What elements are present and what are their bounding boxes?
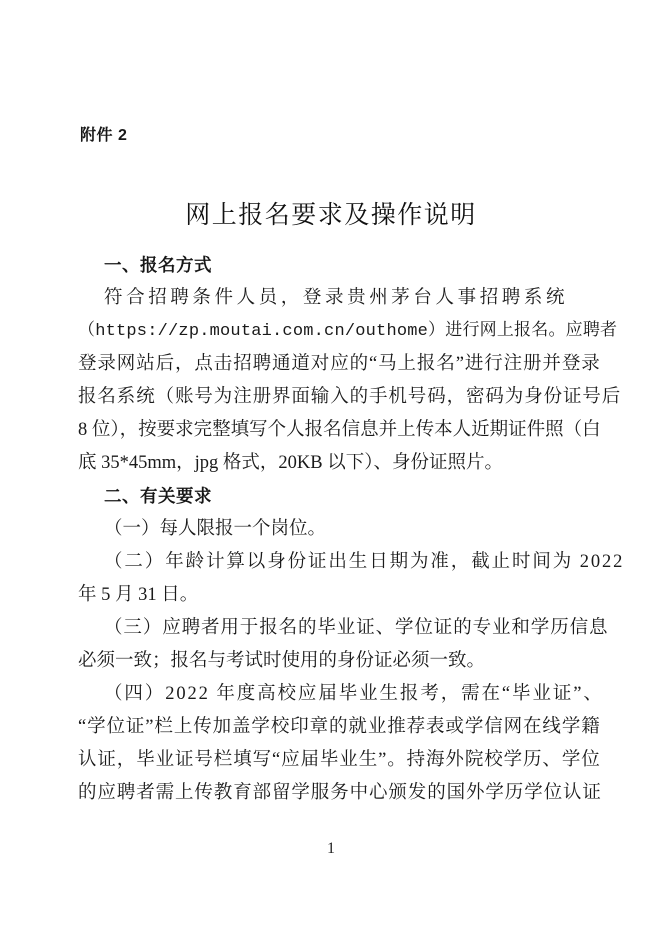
- paragraph-line: 8 位），按要求完整填写个人报名信息并上传本人近期证件照（白: [78, 420, 601, 440]
- list-item-3-cont: 必须一致；报名与考试时使用的身份证必须一致。: [78, 651, 486, 671]
- list-item-1: （一）每人限报一个岗位。: [104, 519, 327, 539]
- list-item-2-cont: 年 5 月 31 日。: [78, 585, 199, 605]
- list-item-4: （四）2022 年度高校应届毕业生报考，需在“毕业证”、: [104, 684, 604, 704]
- paragraph-line: 报名系统（账号为注册界面输入的手机号码，密码为身份证号后: [78, 387, 622, 407]
- document-body: [78, 249, 625, 810]
- paragraph-line: 登录网站后，点击招聘通道对应的“马上报名”进行注册并登录: [78, 354, 601, 374]
- attachment-label: 附件 2: [80, 127, 128, 144]
- paragraph-line-url: （https://zp.moutai.com.cn/outhome）进行网上报名。应聘者: [78, 322, 618, 341]
- list-item-2: （二）年龄计算以身份证出生日期为准，截止时间为 2022: [104, 552, 625, 572]
- list-item-3: （三）应聘者用于报名的毕业证、学位证的专业和学历信息: [104, 618, 609, 638]
- section-heading-2: 二、有关要求: [104, 486, 212, 506]
- page-number: 1: [327, 840, 335, 857]
- page-title: 网上报名要求及操作说明: [185, 201, 477, 229]
- section-heading-1: 一、报名方式: [104, 255, 212, 275]
- paragraph-line: 底 35*45mm，jpg 格式，20KB 以下）、身份证照片。: [78, 453, 503, 473]
- paragraph-line: 符合招聘条件人员，登录贵州茅台人事招聘系统: [104, 288, 569, 308]
- list-item-4-cont: 认证，毕业证号栏填写“应届毕业生”。持海外院校学历、学位: [78, 750, 601, 770]
- list-item-4-cont: “学位证”栏上传加盖学校印章的就业推荐表或学信网在线学籍: [78, 717, 601, 737]
- list-item-4-cont: 的应聘者需上传教育部留学服务中心颁发的国外学历学位认证: [78, 783, 602, 803]
